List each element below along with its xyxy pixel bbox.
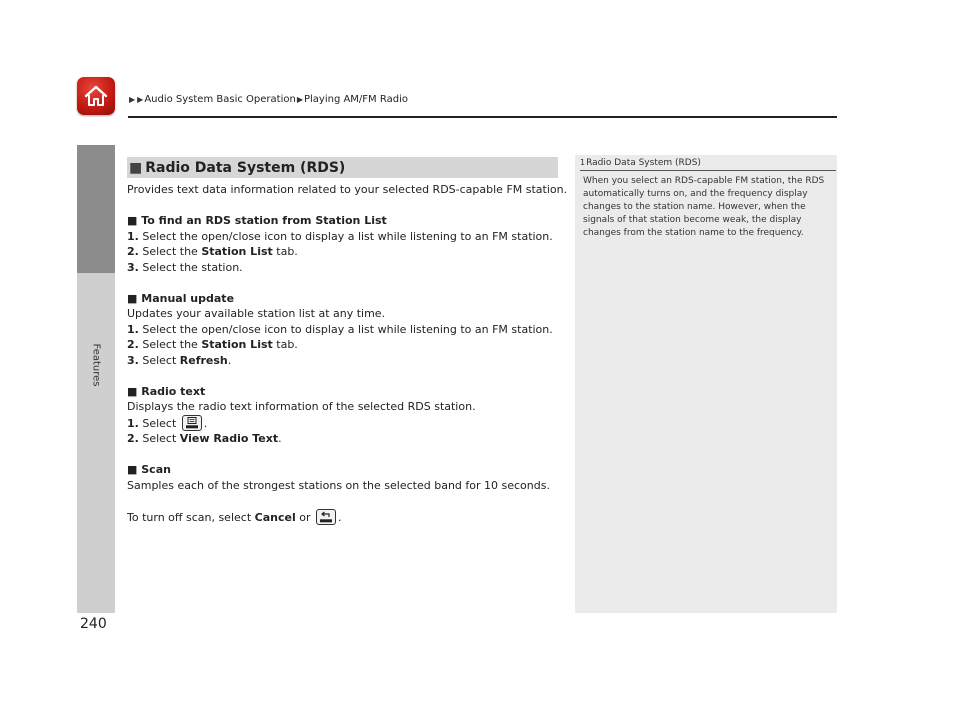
breadcrumb-item[interactable]: Audio System Basic Operation <box>144 94 296 105</box>
step: 1. Select . <box>127 416 208 430</box>
square-bullet-icon: ■ <box>127 384 138 398</box>
subheading: ■ To find an RDS station from Station List <box>127 214 387 227</box>
menu-icon <box>182 415 202 431</box>
step: 1. Select the open/close icon to display a list while listening to an FM station. <box>127 229 553 243</box>
square-bullet-icon: ■ <box>127 214 138 227</box>
paragraph: Provides text data information related to your selected RDS-capable FM station. <box>127 183 568 196</box>
note-line: signals of that station become weak, the display <box>583 215 802 225</box>
subheading: ■ Manual update <box>127 291 235 305</box>
step: 2. Select the Station List tab. <box>127 338 298 351</box>
subheading: ■ Scan <box>127 463 171 476</box>
step: 3. Select the station. <box>127 260 243 274</box>
section-header <box>127 157 558 178</box>
note-line: When you select an RDS-capable FM station, the RDS <box>583 176 825 186</box>
header-divider <box>128 116 837 118</box>
chevron-right-icon: ▶ <box>137 95 144 104</box>
paragraph: To turn off scan, select Cancel or . <box>127 510 342 524</box>
side-tab-active <box>77 145 115 273</box>
step: 2. Select View Radio Text. <box>127 432 282 445</box>
note-line: changes to the station name. However, when the <box>583 202 806 212</box>
chevron-right-icon: ▶ <box>129 95 136 104</box>
paragraph: Updates your available station list at any time. <box>127 307 386 320</box>
main-content <box>127 182 567 525</box>
side-tab-label: Features <box>90 343 102 387</box>
section-title: Radio Data System (RDS) <box>145 159 346 176</box>
note-body <box>583 175 831 240</box>
subheading: ■ Radio text <box>127 384 206 398</box>
home-icon <box>83 83 109 109</box>
square-bullet-icon: ■ <box>127 291 138 305</box>
paragraph: Displays the radio text information of the selected RDS station. <box>127 400 476 413</box>
step: 2. Select the Station List tab. <box>127 245 298 258</box>
square-bullet-icon: ■ <box>127 463 138 476</box>
breadcrumb <box>128 94 408 105</box>
chevron-right-icon: ▶ <box>296 95 303 104</box>
step: 1. Select the open/close icon to display a list while listening to an FM station. <box>127 322 553 336</box>
paragraph: Samples each of the strongest stations on the selected band for 10 seconds. <box>127 478 550 492</box>
note-marker-icon: 1 <box>580 158 586 167</box>
note-title: 1Radio Data System (RDS) <box>580 158 836 171</box>
side-tab <box>77 273 115 613</box>
step: 3. Select Refresh. <box>127 353 232 367</box>
home-button[interactable] <box>77 77 115 115</box>
page-number: 240 <box>80 616 107 632</box>
note-line: changes from the station name to the frequency. <box>583 228 804 238</box>
back-icon <box>316 509 336 525</box>
breadcrumb-item[interactable]: Playing AM/FM Radio <box>303 94 408 105</box>
square-bullet-icon: ■ <box>129 159 143 176</box>
note-line: automatically turns on, and the frequency display <box>583 189 808 199</box>
